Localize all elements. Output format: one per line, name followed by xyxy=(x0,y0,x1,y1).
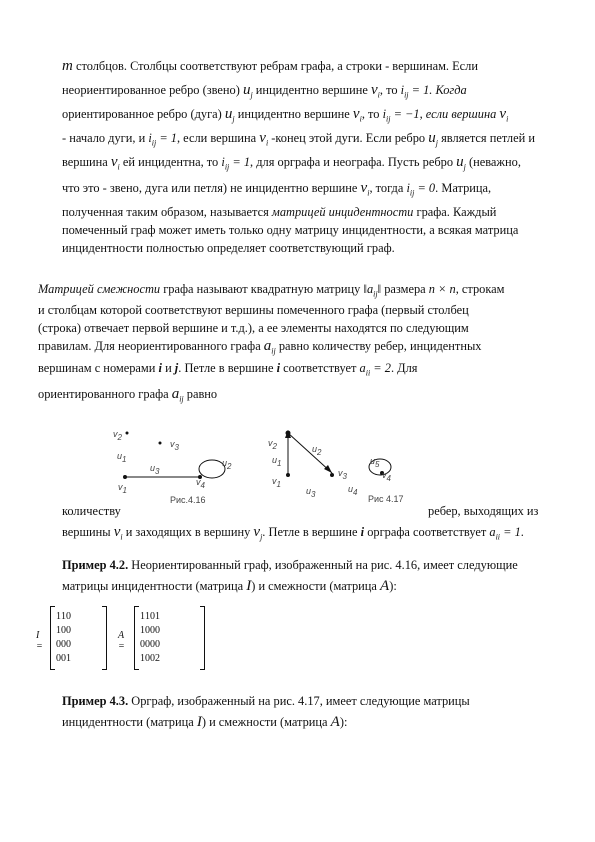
matrix-cell: 1 xyxy=(56,624,61,636)
v: v xyxy=(268,438,273,448)
v: v xyxy=(118,482,123,492)
fig2-label-v2 xyxy=(268,438,277,451)
text: , если вершина xyxy=(176,131,260,145)
math-sub: ij xyxy=(404,90,409,100)
matrix-cell: 1 xyxy=(140,624,145,636)
math-sub: i xyxy=(117,162,120,172)
math-a: a xyxy=(263,338,272,354)
matrix-row xyxy=(56,651,71,665)
matrix-cell: 0 xyxy=(150,638,155,650)
math-sub: j xyxy=(232,114,235,124)
v: v xyxy=(170,439,175,449)
v: v xyxy=(272,476,277,486)
math-sub: j xyxy=(463,162,466,172)
math-v: v xyxy=(259,130,266,146)
u: u xyxy=(348,484,354,494)
matrix-row xyxy=(56,623,71,637)
math-sub: ij xyxy=(271,346,276,356)
math-a: a xyxy=(489,525,496,539)
matrix-cell: 0 xyxy=(155,624,160,636)
bracket-right xyxy=(200,606,205,670)
matrix-cell: 0 xyxy=(61,652,66,664)
text: = 1 xyxy=(156,131,177,145)
math-sub: ij xyxy=(386,114,391,124)
example-4-3-line-1 xyxy=(62,693,470,710)
math-a: a xyxy=(359,361,366,375)
text: размера xyxy=(381,282,429,296)
sub: 4 xyxy=(353,487,358,497)
example-4-3-line-2 xyxy=(62,714,347,731)
math-u: u xyxy=(428,130,436,146)
math-i: i xyxy=(360,525,365,539)
math-matrix: ‖ xyxy=(377,282,382,296)
p2-line-1 xyxy=(38,281,505,302)
text: полученная таким образом, называется xyxy=(62,205,272,219)
matrix-A-label: A = xyxy=(118,630,125,652)
sub: 3 xyxy=(155,466,160,476)
fig2-label-v4 xyxy=(382,470,391,483)
text: = −1, если вершина xyxy=(390,107,500,121)
math-v: v xyxy=(352,106,360,122)
fig1-label-v1 xyxy=(118,482,127,495)
fig2-label-u2 xyxy=(312,444,321,457)
matrix-I-label: I = xyxy=(36,630,43,652)
sub: 2 xyxy=(117,432,122,442)
text: графа. Каждый xyxy=(413,205,497,219)
matrix-cell: 1 xyxy=(66,652,71,664)
math-u: u xyxy=(224,106,233,122)
math-I: I xyxy=(246,578,252,594)
math-I: I xyxy=(196,714,202,730)
math-i: i xyxy=(382,107,387,121)
text: и xyxy=(161,361,175,375)
fig2-label-v3 xyxy=(338,468,347,481)
sub: 2 xyxy=(227,461,232,471)
matrix-cell: 1 xyxy=(140,610,145,622)
text: ) и смежности (матрица xyxy=(201,715,331,729)
text: ) и смежности (матрица xyxy=(251,579,381,593)
fig1-label-v4 xyxy=(196,477,205,490)
p1-line-9: инцидентности полностью определяет соответствующий граф. xyxy=(62,241,395,255)
sub: 3 xyxy=(342,471,347,481)
math-sub: j xyxy=(250,90,253,100)
matrix-row xyxy=(56,637,71,651)
text: = 1 xyxy=(500,525,521,539)
text: орграфа соответствует xyxy=(364,525,490,539)
math-sub: ij xyxy=(179,394,184,404)
fig2-label-u4 xyxy=(348,484,357,497)
text: ориентированного графа xyxy=(38,387,172,401)
matrix-row xyxy=(140,609,160,623)
text: графа называют квадратную матрицу xyxy=(160,282,364,296)
math-sub: ij xyxy=(373,289,378,299)
text: , то xyxy=(361,107,383,121)
matrix-cell: 0 xyxy=(150,652,155,664)
math-sub: ij xyxy=(151,138,157,148)
p3-line-1b: ребер, выходящих из xyxy=(428,504,539,518)
text: - начало дуги, и xyxy=(62,131,149,145)
math-A: A xyxy=(380,578,390,594)
fig1-label-u3 xyxy=(150,463,159,476)
text: столбцов. Столбцы соответствуют ребрам графа, а строки - вершинам. Если xyxy=(72,59,478,73)
math-sub: j xyxy=(260,532,263,542)
p1-line-8: помеченный граф может иметь только одну матрицу инцидентности, а всякая матрица xyxy=(62,223,519,237)
matrix-cell: 1 xyxy=(145,610,150,622)
p1-line-5 xyxy=(62,154,521,175)
matrix-cell: 1 xyxy=(56,610,61,622)
text: инцидентности (матрица xyxy=(62,715,197,729)
text: инцидентно вершине xyxy=(234,107,353,121)
figure-4-17-caption: Рис 4.17 xyxy=(368,494,404,504)
text: является петлей и xyxy=(437,131,535,145)
math-sub: i xyxy=(506,114,509,124)
fig2-label-v1 xyxy=(272,476,281,489)
p1-line-7 xyxy=(62,204,496,221)
text: матрицы инцидентности (матрица xyxy=(62,579,247,593)
math-v: v xyxy=(253,524,261,540)
matrix-cell: 0 xyxy=(66,624,71,636)
matrix-row xyxy=(140,637,160,651)
matrix-cell: 0 xyxy=(140,638,145,650)
text: и заходящих в вершину xyxy=(122,525,254,539)
matrix-cell: 1 xyxy=(61,610,66,622)
matrix-cell: 0 xyxy=(145,652,150,664)
math-size: n × n xyxy=(428,282,456,296)
p1-line-1 xyxy=(62,58,478,75)
v: v xyxy=(338,468,343,478)
matrix-cell: 0 xyxy=(61,624,66,636)
p3-line-2 xyxy=(62,524,524,545)
math-A: A xyxy=(330,714,340,730)
term-adjacency-matrix: Матрицей смежности xyxy=(38,282,161,296)
math-i: i xyxy=(400,83,405,97)
math-sub: i xyxy=(377,90,380,100)
v: v xyxy=(382,470,387,480)
figure-4-17-graph xyxy=(270,425,410,500)
example-heading: Пример 4.3. xyxy=(62,694,129,708)
example-4-2-line-1 xyxy=(62,557,518,574)
sub: 4 xyxy=(386,473,391,483)
text: равно xyxy=(183,387,218,401)
math-sub: i xyxy=(367,188,370,198)
text: ориентированное ребро (дуга) xyxy=(62,107,225,121)
text: . xyxy=(520,525,524,539)
text: инцидентно вершине xyxy=(252,83,371,97)
matrix-cell: 0 xyxy=(150,610,155,622)
text: = 1 xyxy=(229,155,251,169)
text: . Петле в вершине xyxy=(262,525,361,539)
math-sub: ii xyxy=(365,368,371,378)
text: = 2 xyxy=(370,361,391,375)
math-sub: i xyxy=(359,114,362,124)
term-incidence-matrix: матрицей инцидентности xyxy=(271,205,414,219)
text: вершинам с номерами xyxy=(38,361,159,375)
p1-line-6 xyxy=(62,180,491,201)
u: u xyxy=(150,463,156,473)
math-sub: j xyxy=(435,138,438,148)
matrix-cell: 0 xyxy=(61,638,66,650)
text: соответствует xyxy=(280,361,360,375)
math-i: i xyxy=(158,361,162,375)
sub: 3 xyxy=(174,442,179,452)
matrix-cell: 0 xyxy=(66,610,71,622)
bracket-left xyxy=(134,606,139,670)
v: v xyxy=(113,429,118,439)
matrix-cell: 0 xyxy=(66,638,71,650)
math-u: u xyxy=(242,82,251,98)
matrix-cell: 1 xyxy=(155,610,160,622)
matrix-cell: 0 xyxy=(155,638,160,650)
p1-line-2 xyxy=(62,82,467,103)
matrix-cell: 1 xyxy=(140,652,145,664)
u: u xyxy=(117,451,123,461)
sub: 3 xyxy=(311,489,316,499)
p1-line-3 xyxy=(62,106,508,127)
example-heading: Пример 4.2. xyxy=(62,558,129,572)
fig1-label-v2 xyxy=(113,429,122,442)
matrix-row xyxy=(140,651,160,665)
p2-line-5 xyxy=(38,360,417,381)
matrix-row xyxy=(140,623,160,637)
fig2-label-u3 xyxy=(306,486,315,499)
text: , для орграфа и неографа. Пусть ребро xyxy=(250,155,457,169)
example-4-2-line-2 xyxy=(62,578,397,595)
sub: 1 xyxy=(276,479,281,489)
text: = 0 xyxy=(414,181,436,195)
text: Неориентированный граф, изображенный на рис. 4.16, имеет следующие xyxy=(128,558,518,572)
text: , строкам xyxy=(455,282,505,296)
sub: 1 xyxy=(122,485,127,495)
figure-4-16-caption: Рис.4.16 xyxy=(170,495,206,505)
text: правилам. Для неориентированного графа xyxy=(38,339,264,353)
sub: 1 xyxy=(122,454,127,464)
text: , тогда xyxy=(369,181,407,195)
math-j: j xyxy=(174,361,179,375)
bracket-left xyxy=(50,606,55,670)
p2-line-4 xyxy=(38,338,481,359)
text: вершины xyxy=(62,525,114,539)
math-v: v xyxy=(499,106,507,122)
p1-line-4 xyxy=(62,130,535,151)
sub: 5 xyxy=(375,459,380,469)
matrix-row xyxy=(56,609,71,623)
text: (неважно, xyxy=(465,155,521,169)
fig1-label-u1 xyxy=(117,451,126,464)
math-sub: ij xyxy=(224,162,230,172)
text: неориентированное ребро (звено) xyxy=(62,83,243,97)
matrix-cell: 0 xyxy=(150,624,155,636)
sub: 2 xyxy=(317,447,322,457)
math-v: v xyxy=(110,154,118,170)
math-i: i xyxy=(148,131,152,145)
text: -конец этой дуги. Если ребро xyxy=(268,131,429,145)
p2-line-3: (строка) отвечает первой вершине и т.д.), а ее элементы находятся по следующим xyxy=(38,321,469,335)
math-sub: ii xyxy=(495,532,501,542)
math-a: a xyxy=(171,386,180,402)
math-v: v xyxy=(113,524,121,540)
matrix-cell: 0 xyxy=(145,624,150,636)
math-v: v xyxy=(360,180,368,196)
text: . Петле в вершине xyxy=(178,361,277,375)
sub: 4 xyxy=(200,480,205,490)
matrix-I-table xyxy=(56,609,71,665)
fig2-label-u5 xyxy=(370,456,379,469)
sub: 1 xyxy=(277,458,282,468)
matrix-cell: 0 xyxy=(56,652,61,664)
matrix-cell: 0 xyxy=(56,638,61,650)
text: вершина xyxy=(62,155,111,169)
matrix-cell: 2 xyxy=(155,652,160,664)
text: что это - звено, дуга или петля) не инцидентно вершине xyxy=(62,181,361,195)
u: u xyxy=(272,455,278,465)
p2-line-6 xyxy=(38,386,217,407)
text: , то xyxy=(379,83,401,97)
math-u: u xyxy=(456,154,464,170)
text: ): xyxy=(339,715,348,729)
math-i: i xyxy=(276,361,281,375)
u: u xyxy=(312,444,318,454)
p2-line-2: и столбцам которой соответствуют вершины помеченного графа (первый столбец xyxy=(38,303,469,317)
p3-line-1a: количеству xyxy=(62,504,121,518)
v: v xyxy=(196,477,201,487)
math-i: i xyxy=(221,155,225,169)
text: равно количеству ребер, инцидентных xyxy=(275,339,482,353)
u: u xyxy=(222,458,228,468)
matrix-cell: 0 xyxy=(145,638,150,650)
u: u xyxy=(306,486,312,496)
bracket-right xyxy=(102,606,107,670)
text: . Матрица, xyxy=(435,181,492,195)
text: ): xyxy=(389,579,397,593)
math-sub: i xyxy=(120,532,123,542)
math-sub: ij xyxy=(409,188,415,198)
u: u xyxy=(370,456,376,466)
text: Орграф, изображенный на рис. 4.17, имеет следующие матрицы xyxy=(128,694,470,708)
text: . Для xyxy=(390,361,418,375)
math-v: v xyxy=(370,82,378,98)
text: = 1. Когда xyxy=(408,83,467,97)
fig1-label-v3 xyxy=(170,439,179,452)
text: ей инцидентна, то xyxy=(119,155,222,169)
matrix-A-table xyxy=(140,609,160,665)
sub: 2 xyxy=(272,441,277,451)
fig2-label-u1 xyxy=(272,455,281,468)
math-i: i xyxy=(406,181,410,195)
math-matrix: ‖a xyxy=(363,282,374,296)
fig1-label-u2 xyxy=(222,458,231,471)
math-sub: i xyxy=(265,138,269,148)
math-m: m xyxy=(62,58,73,74)
